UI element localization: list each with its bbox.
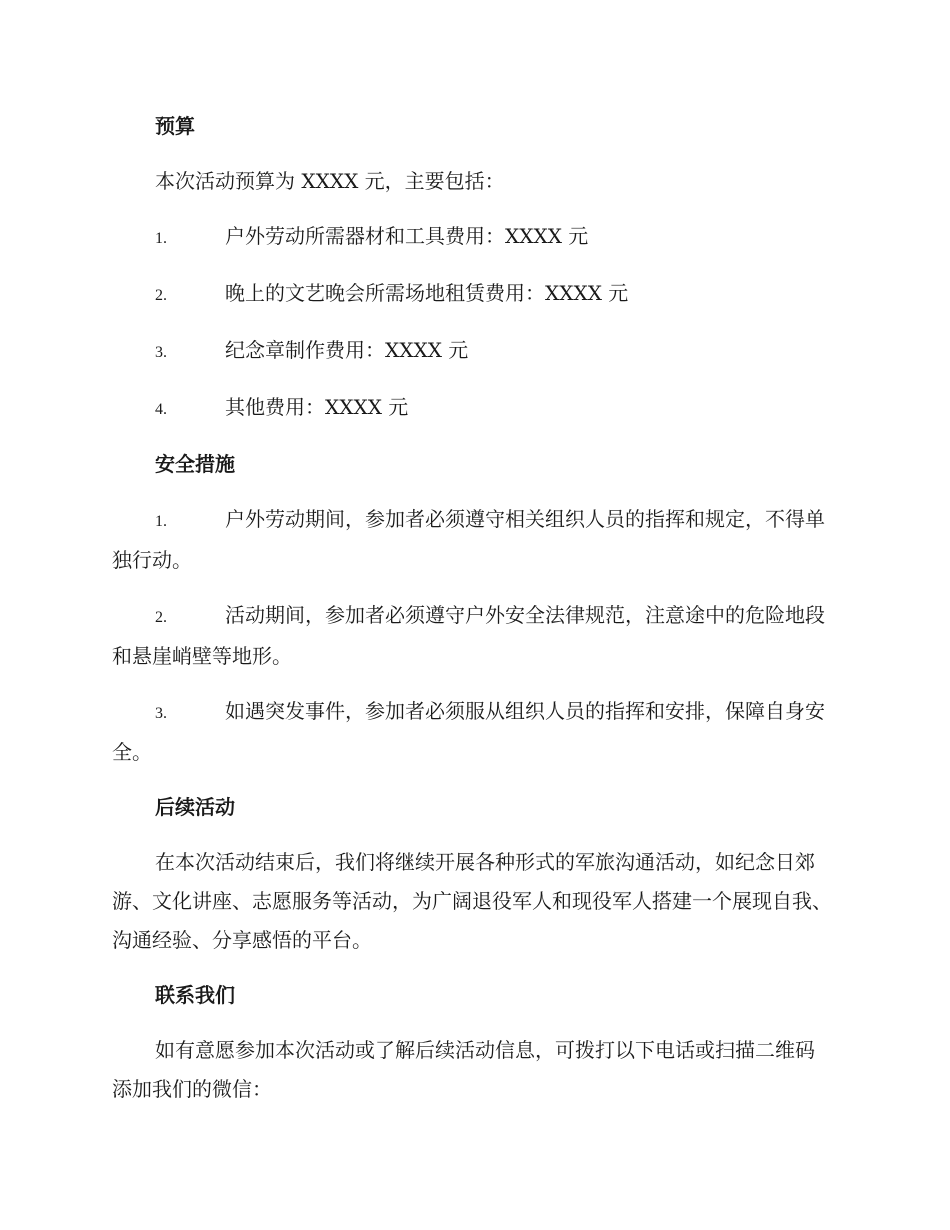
list-number: 1. xyxy=(155,513,167,530)
budget-intro: 本次活动预算为 XXXX 元，主要包括： xyxy=(155,169,505,193)
list-text: 户外劳动所需器材和工具费用：XXXX 元 xyxy=(225,224,589,248)
list-number: 2. xyxy=(155,609,167,626)
section-heading-safety: 安全措施 xyxy=(155,452,235,476)
list-text: 晚上的文艺晚会所需场地租赁费用：XXXX 元 xyxy=(225,281,629,305)
section-heading-followup: 后续活动 xyxy=(155,795,235,819)
section-heading-contact: 联系我们 xyxy=(155,983,235,1007)
list-item xyxy=(112,596,834,676)
list-item xyxy=(112,274,834,315)
section-heading-budget: 预算 xyxy=(155,114,195,138)
list-number: 1. xyxy=(155,230,167,247)
list-text: 纪念章制作费用：XXXX 元 xyxy=(225,338,469,362)
list-number: 3. xyxy=(155,705,167,722)
list-text: 其他费用：XXXX 元 xyxy=(225,395,409,419)
followup-paragraph: 在本次活动结束后，我们将继续开展各种形式的军旅沟通活动，如纪念日郊游、文化讲座、志愿服务等活动，为广阔退役军人和现役军人搭建一个展现自我、沟通经验、分享感悟的平台。 xyxy=(112,850,832,952)
list-text: 如遇突发事件，参加者必须服从组织人员的指挥和安排，保障自身安全。 xyxy=(112,699,825,764)
list-item xyxy=(112,692,834,772)
list-item xyxy=(112,388,834,429)
list-item xyxy=(112,500,834,580)
contact-paragraph: 如有意愿参加本次活动或了解后续活动信息，可拨打以下电话或扫描二维码添加我们的微信： xyxy=(112,1038,815,1101)
list-text: 户外劳动期间，参加者必须遵守相关组织人员的指挥和规定，不得单独行动。 xyxy=(112,507,825,572)
list-number: 4. xyxy=(155,401,167,418)
list-text: 活动期间，参加者必须遵守户外安全法律规范，注意途中的危险地段和悬崖峭壁等地形。 xyxy=(112,603,825,668)
document-body xyxy=(112,107,834,1109)
list-number: 3. xyxy=(155,344,167,361)
list-item xyxy=(112,331,834,372)
list-number: 2. xyxy=(155,287,167,304)
list-item xyxy=(112,217,834,258)
